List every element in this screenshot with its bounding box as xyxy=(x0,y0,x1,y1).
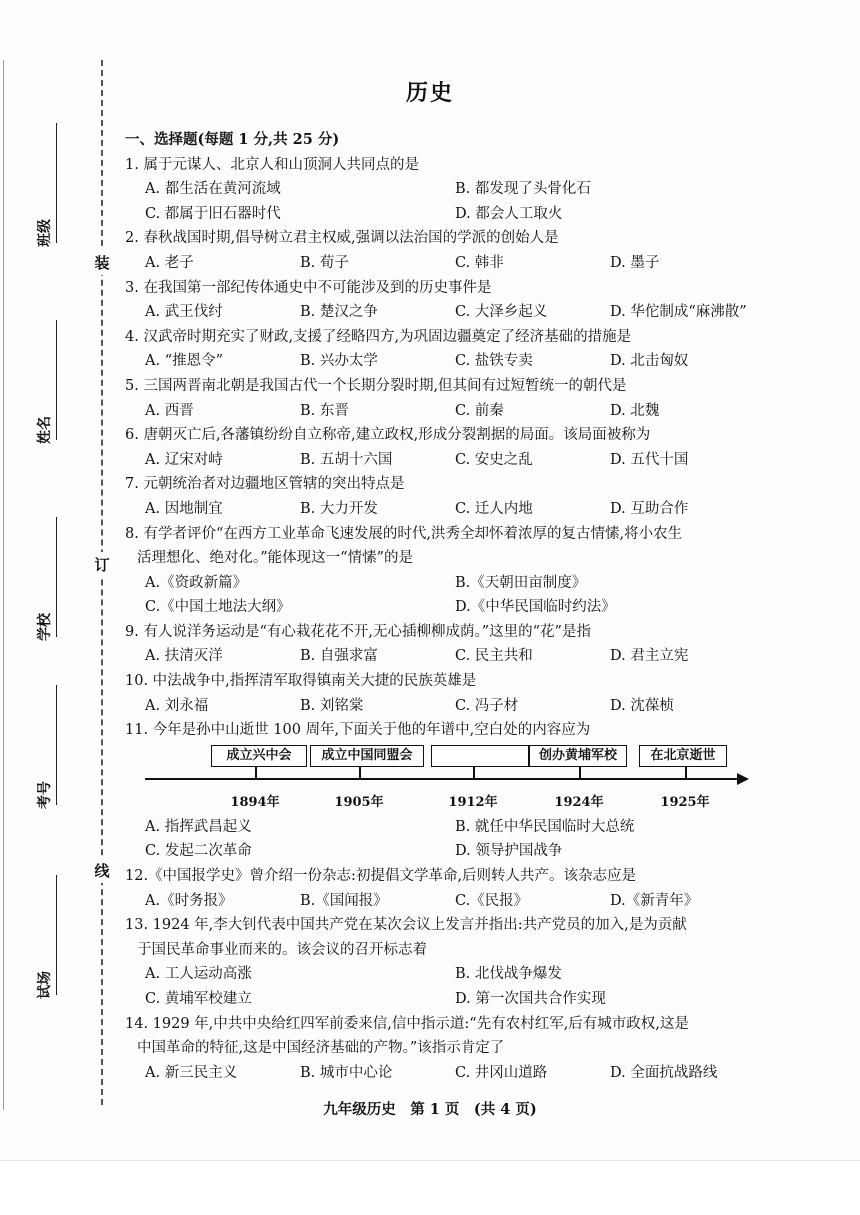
answer-option: C. 大泽乡起义 xyxy=(455,304,548,321)
answer-option: D. 君主立宪 xyxy=(610,648,689,665)
answer-option: A. 指挥武昌起义 xyxy=(145,818,252,835)
option-row xyxy=(125,815,805,840)
page-footer: 九年级历史 第 1 页 (共 4 页) xyxy=(323,1101,537,1118)
field-label: 学校 xyxy=(37,613,53,641)
answer-option: C. 井冈山道路 xyxy=(455,1064,548,1081)
answer-option: C. 前秦 xyxy=(455,402,504,419)
question-stem: 4. 汉武帝时期充实了财政,支援了经略四方,为巩固边疆奠定了经济基础的措施是 xyxy=(125,328,632,345)
timeline-event-box: 创办黄埔军校 xyxy=(529,745,627,767)
option-row xyxy=(125,987,805,1012)
question-stem: 3. 在我国第一部纪传体通史中不可能涉及到的历史事件是 xyxy=(125,279,492,296)
question-stem-continued: 中国革命的特征,这是中国经济基础的产物。”该指示肯定了 xyxy=(137,1040,505,1057)
answer-option: A. 刘永福 xyxy=(145,697,209,714)
answer-option: C. 迁人内地 xyxy=(455,500,533,517)
answer-option: B. 城市中心论 xyxy=(300,1064,393,1081)
section-heading: 一、选择题(每题 1 分,共 25 分) xyxy=(125,131,340,148)
answer-option: D. 北魏 xyxy=(610,402,660,419)
answer-option: C. 冯子材 xyxy=(455,697,519,714)
option-row xyxy=(125,839,805,864)
answer-option: B. 五胡十六国 xyxy=(300,451,393,468)
answer-option: D. 互助合作 xyxy=(610,500,689,517)
question-stem: 1. 属于元谋人、北京人和山顶洞人共同点的是 xyxy=(125,156,419,173)
question-stem: 8. 有学者评价“在西方工业革命飞速发展的时代,洪秀全却怀着浓厚的复古情愫,将小农生 xyxy=(125,525,683,542)
question-stem-continued: 活理想化、绝对化。”能体现这一“情愫”的是 xyxy=(137,550,413,567)
question-item xyxy=(125,1012,805,1086)
timeline-tick xyxy=(579,767,581,778)
timeline-year: 1894年 xyxy=(230,794,280,810)
option-row xyxy=(125,644,805,669)
answer-option: C. 民主共和 xyxy=(455,648,533,665)
question-item xyxy=(125,153,805,227)
timeline-tick xyxy=(473,767,475,778)
answer-option: A. 老子 xyxy=(145,254,194,271)
answer-option: A. 武王伐纣 xyxy=(145,304,223,321)
answer-option: B. 楚汉之争 xyxy=(300,304,378,321)
answer-option: D. 第一次国共合作实现 xyxy=(455,991,606,1007)
timeline-tick xyxy=(685,767,687,778)
field-write-line[interactable] xyxy=(56,875,57,995)
option-row xyxy=(125,399,805,424)
timeline-year: 1924年 xyxy=(554,794,604,810)
binding-mark-zhuang: 装 xyxy=(92,250,112,275)
question-item xyxy=(125,276,805,325)
timeline-event-box: 成立中国同盟会 xyxy=(310,745,424,767)
option-row xyxy=(125,202,805,227)
field-write-line[interactable] xyxy=(56,123,57,243)
field-write-line[interactable] xyxy=(56,517,57,637)
option-row xyxy=(125,595,805,620)
answer-option: B. 大力开发 xyxy=(300,500,378,517)
question-stem: 5. 三国两晋南北朝是我国古代一个长期分裂时期,但其间有过短暂统一的朝代是 xyxy=(125,377,627,394)
question-item xyxy=(125,374,805,423)
answer-option: A. 扶清灭洋 xyxy=(145,648,223,665)
answer-option: D. 墨子 xyxy=(610,254,660,271)
answer-option: B.《天朝田亩制度》 xyxy=(455,574,587,591)
answer-option: B. 都发现了头骨化石 xyxy=(455,181,591,198)
answer-option: C. 发起二次革命 xyxy=(145,843,252,860)
option-row xyxy=(125,962,805,987)
question-stem: 9. 有人说洋务运动是“有心栽花花不开,无心插柳柳成荫。”这里的“花”是指 xyxy=(125,623,591,640)
question-item xyxy=(125,620,805,669)
answer-option: C. 黄埔军校建立 xyxy=(145,991,252,1007)
timeline-arrow-icon xyxy=(737,773,749,785)
answer-option: D. 华佗制成“麻沸散” xyxy=(610,304,747,321)
field-write-line[interactable] xyxy=(56,320,57,440)
option-row xyxy=(125,571,805,596)
timeline-event-box: 成立兴中会 xyxy=(211,745,307,767)
field-label: 考号 xyxy=(37,781,53,809)
answer-option: A.《资政新篇》 xyxy=(145,574,248,591)
answer-option: B. 刘铭棠 xyxy=(300,697,364,714)
answer-option: B. 东晋 xyxy=(300,402,349,419)
timeline-axis xyxy=(145,778,743,780)
question-item xyxy=(125,226,805,275)
timeline-year: 1912年 xyxy=(448,794,498,810)
answer-option: B. 就任中华民国临时大总统 xyxy=(455,818,635,835)
answer-option: A. 新三民主义 xyxy=(145,1064,238,1081)
field-label: 班级 xyxy=(37,219,53,247)
answer-option: C.《民报》 xyxy=(455,892,529,909)
answer-option: D.《中华民国临时约法》 xyxy=(455,599,616,616)
timeline-blank-box xyxy=(431,745,529,767)
timeline-tick xyxy=(359,767,361,778)
field-label: 姓名 xyxy=(37,416,53,444)
question-stem: 12.《中国报学史》曾介绍一份杂志:初提倡文学革命,后则转人共产。该杂志应是 xyxy=(125,868,637,885)
question-stem: 2. 春秋战国时期,倡导树立君主权威,强调以法治国的学派的创始人是 xyxy=(125,230,559,247)
question-item xyxy=(125,669,805,718)
question-stem: 13. 1924 年,李大钊代表中国共产党在某次会议上发言并指出:共产党员的加入,是为贡献 xyxy=(125,917,687,934)
answer-option: B. 兴办太学 xyxy=(300,353,378,370)
question-stem: 14. 1929 年,中共中央给红四军前委来信,信中指示道:“先有农村红军,后有城市政权,这是 xyxy=(125,1015,689,1032)
timeline-year: 1905年 xyxy=(334,794,384,810)
answer-option: B. 自强求富 xyxy=(300,648,378,665)
answer-option: C. 韩非 xyxy=(455,254,504,271)
binding-mark-xian: 线 xyxy=(92,858,112,883)
timeline-year: 1925年 xyxy=(660,794,710,810)
question-item xyxy=(125,423,805,472)
question-item xyxy=(125,718,805,864)
question-area xyxy=(125,128,805,1085)
sun-yatsen-timeline xyxy=(125,745,805,815)
answer-option: C. 安史之乱 xyxy=(455,451,533,468)
question-stem-continued: 于国民革命事业而来的。该会议的召开标志着 xyxy=(137,941,427,958)
answer-option: D. 都会人工取火 xyxy=(455,205,563,222)
question-list xyxy=(125,153,805,1086)
timeline-tick xyxy=(255,767,257,778)
question-stem: 11. 今年是孙中山逝世 100 周年,下面关于他的年谱中,空白处的内容应为 xyxy=(125,722,591,739)
option-row xyxy=(125,497,805,522)
answer-option: C.《中国土地法大纲》 xyxy=(145,599,291,616)
answer-option: A. 因地制宜 xyxy=(145,500,223,517)
left-border-line xyxy=(3,60,4,1110)
timeline-event-box: 在北京逝世 xyxy=(639,745,727,767)
option-row xyxy=(125,251,805,276)
answer-option: A. 都生活在黄河流域 xyxy=(145,181,281,198)
option-row xyxy=(125,349,805,374)
answer-option: A. 工人运动高涨 xyxy=(145,966,252,983)
question-stem: 7. 元朝统治者对边疆地区管辖的突出特点是 xyxy=(125,476,405,493)
option-row xyxy=(125,177,805,202)
answer-option: B.《国闻报》 xyxy=(300,892,388,909)
answer-option: D. 北击匈奴 xyxy=(610,353,689,370)
answer-option: A. “推恩令” xyxy=(145,353,224,370)
answer-option: D. 五代十国 xyxy=(610,451,689,468)
option-row xyxy=(125,448,805,473)
answer-option: A. 辽宋对峙 xyxy=(145,451,223,468)
question-item xyxy=(125,522,805,620)
answer-option: A.《时务报》 xyxy=(145,892,233,909)
answer-option: D. 沈葆桢 xyxy=(610,697,674,714)
answer-option: D.《新青年》 xyxy=(610,892,699,909)
page-title: 历史 xyxy=(405,80,454,106)
question-stem: 6. 唐朝灭亡后,各藩镇纷纷自立称帝,建立政权,形成分裂割据的局面。该局面被称为 xyxy=(125,427,651,444)
question-item xyxy=(125,325,805,374)
answer-option: D. 全面抗战路线 xyxy=(610,1064,718,1081)
option-row xyxy=(125,1061,805,1086)
field-write-line[interactable] xyxy=(56,685,57,805)
answer-option: A. 西晋 xyxy=(145,402,194,419)
answer-option: C. 盐铁专卖 xyxy=(455,353,533,370)
question-item xyxy=(125,472,805,521)
question-stem: 10. 中法战争中,指挥清军取得镇南关大捷的民族英雄是 xyxy=(125,673,477,690)
binding-mark-ding: 订 xyxy=(92,552,112,577)
answer-option: B. 北伐战争爆发 xyxy=(455,966,562,983)
option-row xyxy=(125,889,805,914)
question-item xyxy=(125,864,805,913)
answer-option: C. 都属于旧石器时代 xyxy=(145,205,281,222)
answer-option: D. 领导护国战争 xyxy=(455,843,563,860)
option-row xyxy=(125,694,805,719)
binding-dashed-line xyxy=(101,60,103,1105)
field-label: 试场 xyxy=(37,971,53,999)
answer-option: B. 荀子 xyxy=(300,254,349,271)
question-item xyxy=(125,913,805,1011)
option-row xyxy=(125,300,805,325)
